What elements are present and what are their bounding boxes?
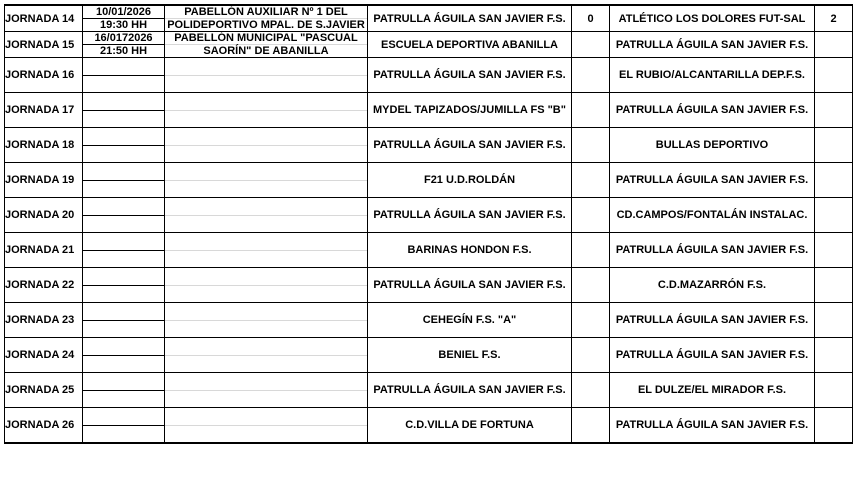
away-score [815, 93, 853, 128]
away-score [815, 268, 853, 303]
venue-line-1 [165, 338, 367, 356]
match-time [83, 181, 164, 198]
table-row [5, 58, 853, 93]
venue-line-2 [165, 426, 367, 443]
datetime-cell [83, 5, 165, 32]
venue-line-2 [165, 251, 367, 268]
table-row [5, 408, 853, 444]
venue-line-2 [165, 181, 367, 198]
venue-line-1: PABELLÓN AUXILIAR Nº 1 DEL [165, 6, 367, 19]
home-score [572, 163, 610, 198]
home-team: C.D.VILLA DE FORTUNA [368, 408, 572, 444]
venue-line-1 [165, 58, 367, 76]
away-team: EL DULZE/EL MIRADOR F.S. [610, 373, 815, 408]
jornada-cell: JORNADA 26 [5, 408, 83, 444]
venue-cell [165, 128, 368, 163]
home-team: BENIEL F.S. [368, 338, 572, 373]
table-row [5, 338, 853, 373]
home-team: CEHEGÍN F.S. "A" [368, 303, 572, 338]
table-row [5, 128, 853, 163]
venue-cell [165, 338, 368, 373]
match-date [83, 163, 164, 181]
home-score [572, 58, 610, 93]
away-score [815, 198, 853, 233]
away-score [815, 32, 853, 58]
match-date: 16/0172026 [83, 32, 164, 45]
table-row [5, 93, 853, 128]
table-row [5, 233, 853, 268]
venue-line-2 [165, 111, 367, 128]
venue-line-1: PABELLÓN MUNICIPAL "PASCUAL [165, 32, 367, 45]
home-score [572, 303, 610, 338]
away-score [815, 408, 853, 444]
venue-line-2 [165, 146, 367, 163]
home-team: PATRULLA ÁGUILA SAN JAVIER F.S. [368, 268, 572, 303]
match-time [83, 111, 164, 128]
schedule-body [5, 5, 853, 443]
home-score [572, 338, 610, 373]
away-score [815, 128, 853, 163]
match-time [83, 356, 164, 373]
jornada-cell: JORNADA 16 [5, 58, 83, 93]
datetime-cell [83, 373, 165, 408]
datetime-cell [83, 32, 165, 58]
datetime-cell [83, 163, 165, 198]
venue-line-1 [165, 198, 367, 216]
venue-line-1 [165, 93, 367, 111]
datetime-cell [83, 303, 165, 338]
away-team: PATRULLA ÁGUILA SAN JAVIER F.S. [610, 338, 815, 373]
match-date [83, 128, 164, 146]
away-team: PATRULLA ÁGUILA SAN JAVIER F.S. [610, 32, 815, 58]
venue-line-1 [165, 233, 367, 251]
venue-cell [165, 163, 368, 198]
table-row [5, 303, 853, 338]
home-score [572, 408, 610, 444]
venue-line-1 [165, 373, 367, 391]
match-time [83, 76, 164, 93]
table-row [5, 32, 853, 58]
jornada-cell: JORNADA 25 [5, 373, 83, 408]
home-score [572, 198, 610, 233]
home-team: BARINAS HONDON F.S. [368, 233, 572, 268]
table-row [5, 198, 853, 233]
match-time [83, 146, 164, 163]
datetime-cell [83, 58, 165, 93]
jornada-cell: JORNADA 15 [5, 32, 83, 58]
table-row [5, 268, 853, 303]
venue-line-2 [165, 321, 367, 338]
match-time [83, 216, 164, 233]
datetime-cell [83, 93, 165, 128]
datetime-cell [83, 268, 165, 303]
match-time [83, 321, 164, 338]
match-date [83, 233, 164, 251]
home-score [572, 32, 610, 58]
match-time: 19:30 HH [99, 19, 148, 31]
jornada-cell: JORNADA 17 [5, 93, 83, 128]
match-date [83, 58, 164, 76]
venue-cell [165, 198, 368, 233]
home-team: F21 U.D.ROLDÁN [368, 163, 572, 198]
away-team: C.D.MAZARRÓN F.S. [610, 268, 815, 303]
match-date [83, 408, 164, 426]
venue-line-1 [165, 128, 367, 146]
datetime-cell [83, 408, 165, 444]
venue-cell [165, 32, 368, 58]
away-team: PATRULLA ÁGUILA SAN JAVIER F.S. [610, 93, 815, 128]
match-time [83, 426, 164, 443]
venue-cell [165, 233, 368, 268]
datetime-cell [83, 128, 165, 163]
jornada-cell: JORNADA 23 [5, 303, 83, 338]
jornada-cell: JORNADA 24 [5, 338, 83, 373]
datetime-cell [83, 198, 165, 233]
venue-line-2 [165, 76, 367, 93]
jornada-cell: JORNADA 19 [5, 163, 83, 198]
table-row [5, 373, 853, 408]
jornada-cell: JORNADA 20 [5, 198, 83, 233]
match-date [83, 268, 164, 286]
away-team: PATRULLA ÁGUILA SAN JAVIER F.S. [610, 408, 815, 444]
venue-cell [165, 268, 368, 303]
match-date [83, 93, 164, 111]
venue-cell [165, 373, 368, 408]
home-team: PATRULLA ÁGUILA SAN JAVIER F.S. [368, 58, 572, 93]
venue-cell [165, 93, 368, 128]
match-time [83, 391, 164, 408]
away-score [815, 163, 853, 198]
venue-line-2 [165, 356, 367, 373]
home-score [572, 93, 610, 128]
match-date [83, 373, 164, 391]
datetime-cell [83, 338, 165, 373]
away-score: 2 [815, 5, 853, 32]
table-row [5, 5, 853, 32]
away-score [815, 233, 853, 268]
home-score [572, 268, 610, 303]
home-team: PATRULLA ÁGUILA SAN JAVIER F.S. [368, 373, 572, 408]
match-time [83, 251, 164, 268]
match-date [83, 338, 164, 356]
jornada-cell: JORNADA 22 [5, 268, 83, 303]
away-score [815, 303, 853, 338]
match-date [83, 303, 164, 321]
home-team: MYDEL TAPIZADOS/JUMILLA FS "B" [368, 93, 572, 128]
away-score [815, 58, 853, 93]
jornada-cell: JORNADA 14 [5, 5, 83, 32]
venue-cell [165, 5, 368, 32]
match-date: 10/01/2026 [83, 6, 164, 19]
away-score [815, 373, 853, 408]
home-team: PATRULLA ÁGUILA SAN JAVIER F.S. [368, 128, 572, 163]
venue-line-1 [165, 408, 367, 426]
jornada-cell: JORNADA 21 [5, 233, 83, 268]
away-team: PATRULLA ÁGUILA SAN JAVIER F.S. [610, 303, 815, 338]
venue-line-2: SAORÍN" DE ABANILLA [203, 45, 329, 57]
venue-line-2 [165, 391, 367, 408]
away-score [815, 338, 853, 373]
away-team: ATLÉTICO LOS DOLORES FUT-SAL [610, 5, 815, 32]
venue-cell [165, 58, 368, 93]
venue-line-2 [165, 216, 367, 233]
home-team: PATRULLA ÁGUILA SAN JAVIER F.S. [368, 198, 572, 233]
venue-cell [165, 303, 368, 338]
away-team: CD.CAMPOS/FONTALÁN INSTALAC. [610, 198, 815, 233]
jornada-cell: JORNADA 18 [5, 128, 83, 163]
venue-line-1 [165, 268, 367, 286]
home-score [572, 233, 610, 268]
away-team: PATRULLA ÁGUILA SAN JAVIER F.S. [610, 233, 815, 268]
home-score: 0 [572, 5, 610, 32]
venue-line-2 [165, 286, 367, 303]
venue-cell [165, 408, 368, 444]
home-team: ESCUELA DEPORTIVA ABANILLA [368, 32, 572, 58]
away-team: EL RUBIO/ALCANTARILLA DEP.F.S. [610, 58, 815, 93]
home-score [572, 373, 610, 408]
match-time [83, 286, 164, 303]
venue-line-2: POLIDEPORTIVO MPAL. DE S.JAVIER [167, 19, 365, 31]
home-score [572, 128, 610, 163]
datetime-cell [83, 233, 165, 268]
away-team: BULLAS DEPORTIVO [610, 128, 815, 163]
match-time: 21:50 HH [99, 45, 148, 57]
match-date [83, 198, 164, 216]
schedule-table [4, 4, 853, 444]
venue-line-1 [165, 163, 367, 181]
away-team: PATRULLA ÁGUILA SAN JAVIER F.S. [610, 163, 815, 198]
venue-line-1 [165, 303, 367, 321]
table-row [5, 163, 853, 198]
home-team: PATRULLA ÁGUILA SAN JAVIER F.S. [368, 5, 572, 32]
